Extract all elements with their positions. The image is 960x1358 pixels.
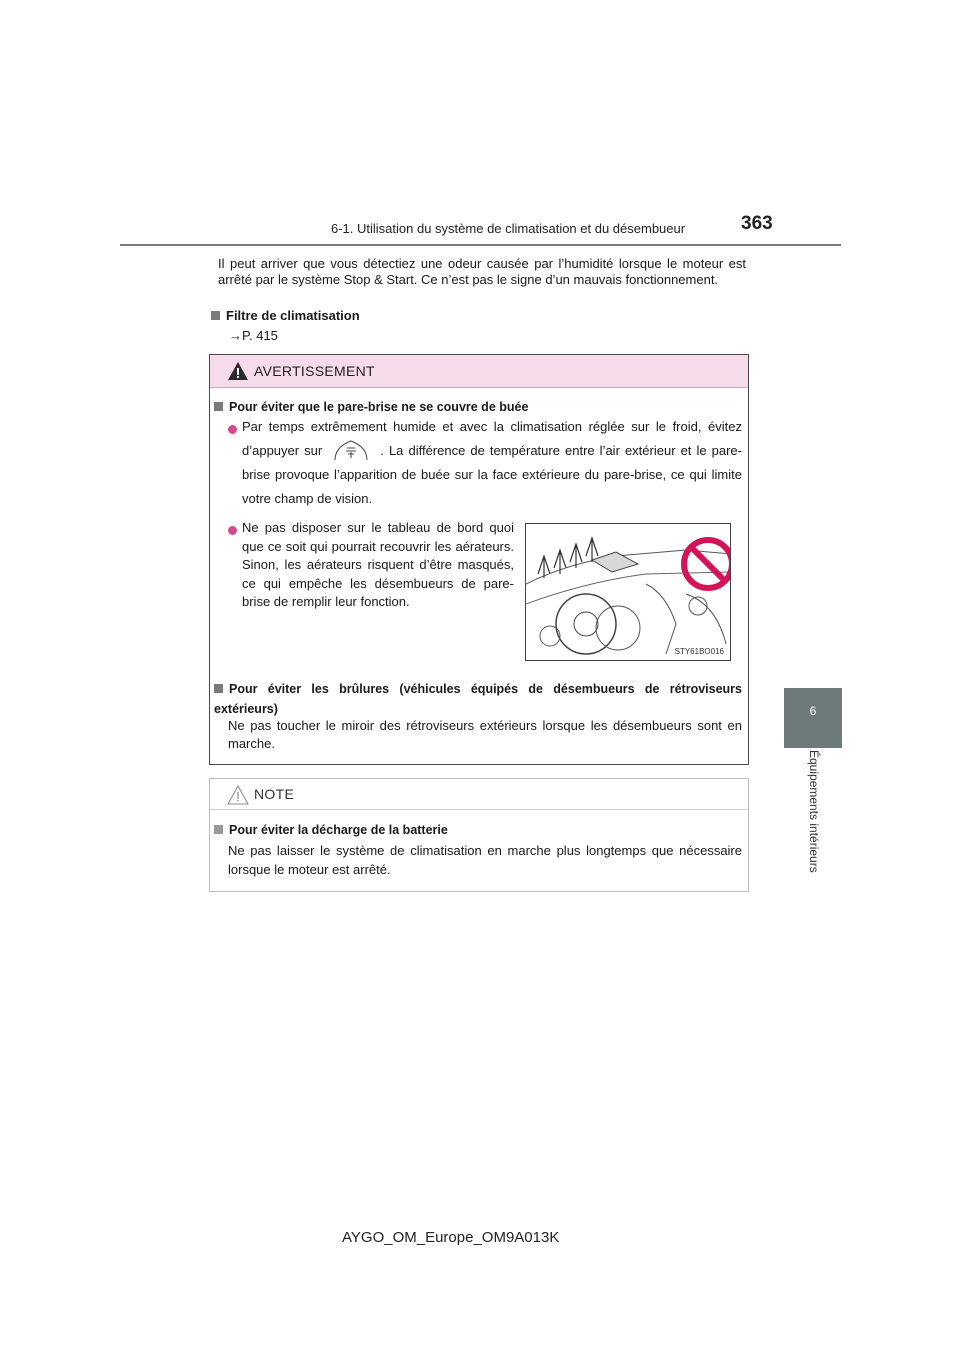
bullet-dot-icon bbox=[228, 425, 237, 434]
square-bullet-icon bbox=[214, 684, 223, 693]
note-title: NOTE bbox=[254, 786, 295, 802]
filter-reference-text: P. 415 bbox=[242, 328, 278, 343]
chapter-side-label: Équipements intérieurs bbox=[807, 750, 821, 873]
note-header bbox=[210, 779, 748, 810]
warning-bullet1 bbox=[242, 415, 742, 511]
warning-section1-heading-text: Pour éviter que le pare-brise ne se couvre de buée bbox=[229, 400, 529, 414]
note-box bbox=[209, 778, 749, 892]
note-heading-text: Pour éviter la décharge de la batterie bbox=[229, 823, 448, 837]
chapter-header-title: 6-1. Utilisation du système de climatisation et du désembueur bbox=[331, 221, 686, 236]
warning-section2-heading-text: Pour éviter les brûlures (véhicules équipés de désembueurs de rétroviseurs extérieurs) bbox=[214, 682, 742, 716]
warning-bullet1-text-a: Par temps extrêmement humide et avec la climatisation réglée sur le froid, évitez d’appuyer sur bbox=[242, 419, 742, 458]
intro-paragraph: Il peut arriver que vous détectiez une odeur causée par l’humidité lorsque le moteur est arrêté par le système Stop & Start. Ce n’est pas le signe d’un mauvais fonctionnement. bbox=[218, 256, 746, 287]
note-text: Ne pas laisser le système de climatisation en marche plus longtemps que nécessaire lorsque le moteur est arrêté. bbox=[228, 843, 742, 877]
chapter-tab[interactable] bbox=[784, 688, 842, 748]
warning-section2-heading bbox=[214, 679, 742, 719]
windshield-defogger-button-icon bbox=[331, 439, 371, 461]
dashboard-drawing bbox=[526, 524, 731, 661]
arrow-right-icon: → bbox=[229, 328, 242, 343]
warning-title: AVERTISSEMENT bbox=[254, 363, 375, 379]
chapter-side-strip bbox=[784, 748, 842, 900]
warning-header bbox=[210, 355, 748, 388]
chapter-number: 6 bbox=[809, 704, 817, 718]
caution-triangle-icon bbox=[227, 785, 249, 805]
warning-bullet1-text-b: . La différence de température entre l’air extérieur et le pare-brise provoque l’apparition de buée sur la face extérieure du pare-brise, ce qui limite votre champ de vision. bbox=[242, 443, 742, 506]
dashboard-vents-illustration bbox=[525, 523, 731, 661]
figure-code: STY61BO016 bbox=[674, 647, 724, 656]
warning-box bbox=[209, 354, 749, 765]
warning-section2-text: Ne pas toucher le miroir des rétroviseurs extérieurs lorsque les désembueurs sont en marche. bbox=[228, 718, 742, 751]
square-bullet-icon bbox=[211, 311, 220, 320]
warning-triangle-icon bbox=[227, 361, 249, 381]
header-rule bbox=[120, 244, 841, 246]
note-heading bbox=[214, 823, 448, 837]
filter-page-reference[interactable] bbox=[229, 328, 278, 343]
filter-heading bbox=[211, 308, 360, 323]
document-footer-code: AYGO_OM_Europe_OM9A013K bbox=[342, 1229, 560, 1246]
filter-heading-text: Filtre de climatisation bbox=[226, 308, 360, 323]
square-bullet-icon bbox=[214, 402, 223, 411]
bullet-dot-icon bbox=[228, 526, 237, 535]
warning-bullet2: Ne pas disposer sur le tableau de bord quoi que ce soit qui pourrait recouvrir les aérateurs. Sinon, les aérateurs risquent d’être masqués, ce qui empêche les désembueurs de pare-brise de remplir leur fonction. bbox=[242, 520, 514, 609]
square-bullet-icon bbox=[214, 825, 223, 834]
page-number: 363 bbox=[741, 213, 773, 234]
warning-section1-heading bbox=[214, 400, 528, 414]
